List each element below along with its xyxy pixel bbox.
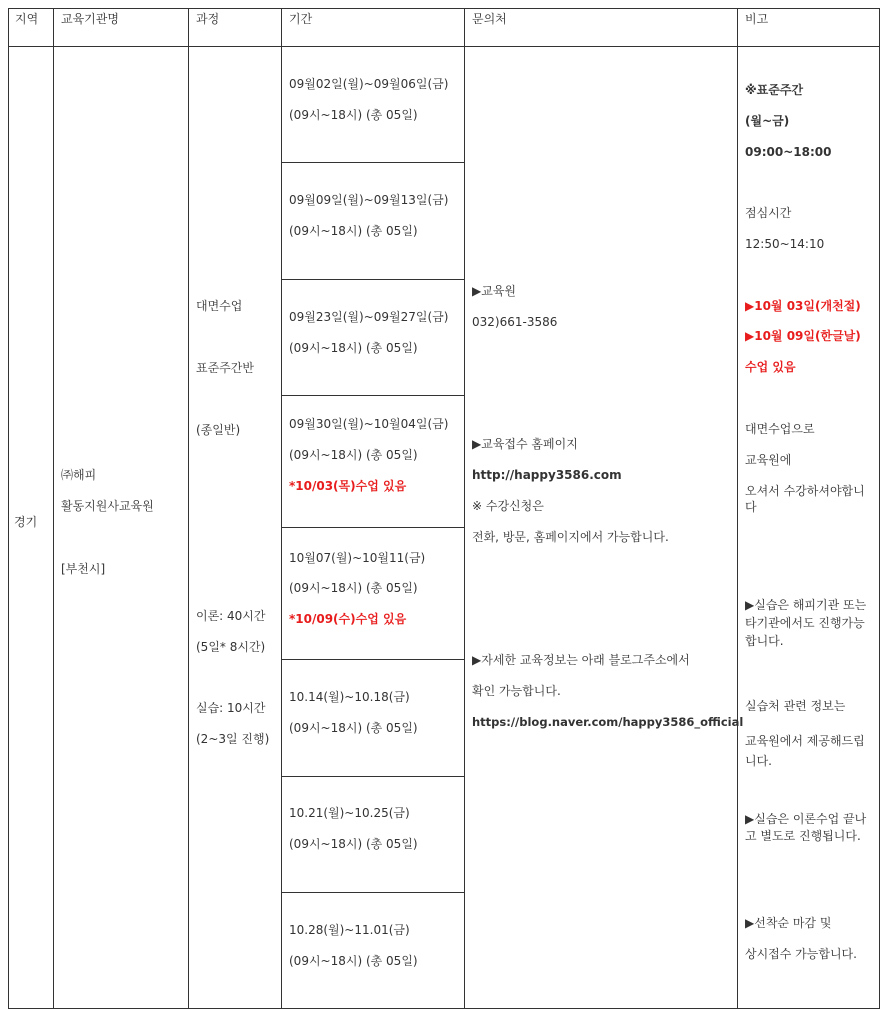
period-row-sep	[281, 162, 464, 163]
header-bottom-border	[8, 46, 880, 47]
period-row-sep	[281, 527, 464, 528]
course-mode: 대면수업	[196, 299, 243, 313]
period-time: (09시~18시) (총 05일)	[289, 837, 418, 851]
institution-location: [부천시]	[61, 562, 106, 576]
contact-site-url[interactable]: http://happy3586.com	[472, 468, 622, 482]
remark-first-come-2: 상시접수 가능합니다.	[745, 947, 857, 961]
period-note: *10/03(목)수업 있음	[289, 479, 407, 493]
period-date: 10.14(월)~10.18(금)	[289, 690, 410, 704]
contact-site-label: ▶교육접수 홈페이지	[472, 437, 578, 451]
course-class: 표준주간반	[196, 361, 254, 375]
col-divider-4	[464, 8, 465, 1009]
header-contact: 문의처	[472, 12, 507, 26]
contact-edu-label: ▶교육원	[472, 284, 517, 298]
institution-name-line2: 활동지원사교육원	[61, 499, 154, 513]
remark-lunch-label: 점심시간	[745, 206, 792, 220]
remark-holiday-note: 수업 있음	[745, 360, 796, 374]
header-institution: 교육기관명	[61, 12, 119, 26]
remark-standard-title: ※표준주간	[745, 83, 804, 97]
remark-first-come-1: ▶선착순 마감 및	[745, 916, 832, 930]
contact-blog-label: ▶자세한 교육정보는 아래 블로그주소에서	[472, 653, 690, 667]
period-row-sep	[281, 659, 464, 660]
region-cell: 경기	[14, 515, 38, 529]
remark-holiday-2: ▶10월 09일(한글날)	[745, 329, 861, 343]
period-row-sep	[281, 776, 464, 777]
course-practice-detail: (2~3일 진행)	[196, 732, 270, 746]
period-date: 10.21(월)~10.25(금)	[289, 806, 410, 820]
period-time: (09시~18시) (총 05일)	[289, 954, 418, 968]
period-row-sep	[281, 892, 464, 893]
course-type: (종일반)	[196, 423, 241, 437]
period-date: 10월07(월)~10월11(금)	[289, 551, 426, 565]
remark-practice-1: ▶실습은 해피기관 또는 타기관에서도 진행가능합니다.	[745, 598, 867, 648]
table-right-border	[879, 8, 880, 1009]
remark-holiday-1: ▶10월 03일(개천절)	[745, 299, 861, 313]
course-theory-detail: (5일* 8시간)	[196, 640, 266, 654]
period-row-sep	[281, 279, 464, 280]
header-remarks: 비고	[745, 12, 769, 26]
contact-apply-methods: 전화, 방문, 홈페이지에서 가능합니다.	[472, 530, 669, 544]
period-time: (09시~18시) (총 05일)	[289, 581, 418, 595]
table-left-border	[8, 8, 9, 1009]
period-time: (09시~18시) (총 05일)	[289, 108, 418, 122]
header-period: 기간	[289, 12, 313, 26]
period-time: (09시~18시) (총 05일)	[289, 341, 418, 355]
col-divider-2	[188, 8, 189, 1009]
contact-blog-url[interactable]: https://blog.naver.com/happy3586_official	[472, 715, 744, 729]
remark-practice-3: 교육원에서 제공해드립니다.	[745, 734, 865, 768]
period-note: *10/09(수)수업 있음	[289, 612, 407, 626]
period-time: (09시~18시) (총 05일)	[289, 448, 418, 462]
period-date: 09월09일(월)~09월13일(금)	[289, 193, 449, 207]
remark-practice-2: 실습처 관련 정보는	[745, 699, 846, 713]
col-divider-5	[737, 8, 738, 1009]
period-row-sep	[281, 395, 464, 396]
contact-blog-check: 확인 가능합니다.	[472, 684, 561, 698]
remark-f2f-1: 대면수업으로	[745, 422, 815, 436]
period-time: (09시~18시) (총 05일)	[289, 721, 418, 735]
course-practice: 실습: 10시간	[196, 701, 266, 715]
table-bottom-border	[8, 1008, 880, 1009]
remark-f2f-2: 교육원에	[745, 453, 792, 467]
period-date: 10.28(월)~11.01(금)	[289, 923, 410, 937]
remark-lunch-hours: 12:50~14:10	[745, 237, 825, 251]
period-date: 09월30일(월)~10월04일(금)	[289, 417, 449, 431]
remark-standard-days: (월~금)	[745, 114, 790, 128]
col-divider-3	[281, 8, 282, 1009]
contact-edu-phone: 032)661-3586	[472, 315, 558, 329]
period-time: (09시~18시) (총 05일)	[289, 224, 418, 238]
course-theory: 이론: 40시간	[196, 609, 266, 623]
remark-standard-hours: 09:00~18:00	[745, 145, 832, 159]
header-region: 지역	[15, 12, 39, 26]
period-date: 09월23일(월)~09월27일(금)	[289, 310, 449, 324]
col-divider-1	[53, 8, 54, 1009]
header-course: 과정	[196, 12, 220, 26]
institution-name-line1: ㈜해피	[61, 468, 97, 482]
period-date: 09월02일(월)~09월06일(금)	[289, 77, 449, 91]
remark-practice-4: ▶실습은 이론수업 끝나고 별도로 진행됩니다.	[745, 812, 867, 843]
remark-f2f-3: 오셔서 수강하셔야합니다	[745, 484, 865, 514]
contact-apply-note: ※ 수강신청은	[472, 499, 544, 513]
